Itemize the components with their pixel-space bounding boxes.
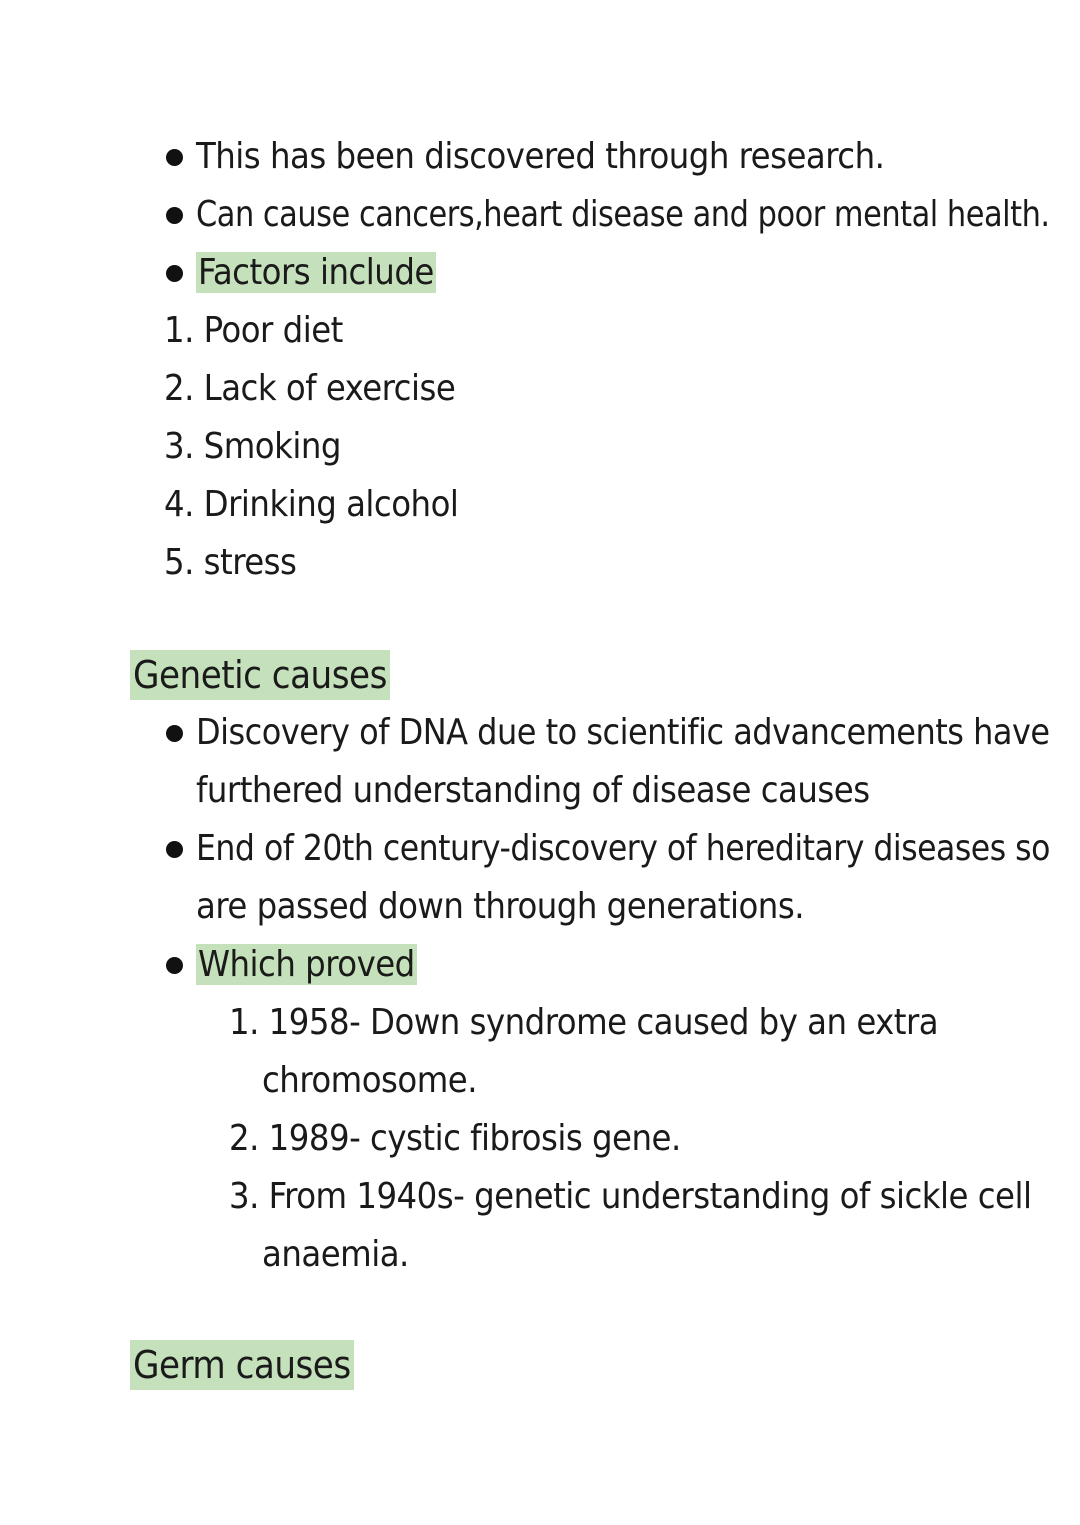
lifestyle-bullet-3 xyxy=(196,244,436,302)
factors-include-highlight: Factors include xyxy=(198,252,434,293)
factor-item: 5. stress xyxy=(164,542,297,583)
factor-item: 2. Lack of exercise xyxy=(164,368,456,409)
bullet-dot xyxy=(166,265,183,282)
proof-item-2-line-1: 2. 1989- cystic fibrosis gene. xyxy=(229,1118,681,1159)
genetic-bullet-1-line-1: Discovery of DNA due to scientific advancements have xyxy=(196,712,1050,753)
genetic-bullet-1-line-2: furthered understanding of disease causes xyxy=(196,770,870,811)
germ-causes-heading: Germ causes xyxy=(130,1340,354,1390)
proof-item-1-line-2: chromosome. xyxy=(262,1060,477,1101)
bullet-dot xyxy=(166,149,183,166)
proof-item-1-line-1: 1. 1958- Down syndrome caused by an extra xyxy=(229,1002,939,1043)
proof-item-3-line-2: anaemia. xyxy=(262,1234,409,1275)
genetic-bullet-2-line-1: End of 20th century-discovery of hereditary diseases so xyxy=(196,828,1050,869)
bullet-dot xyxy=(166,207,183,224)
bullet-dot xyxy=(166,957,183,974)
factor-item: 3. Smoking xyxy=(164,426,341,467)
bullet-dot xyxy=(166,725,183,742)
factor-item: 1. Poor diet xyxy=(164,310,343,351)
genetic-bullet-3 xyxy=(196,936,417,994)
factor-item: 4. Drinking alcohol xyxy=(164,484,459,525)
proof-item-3-line-1: 3. From 1940s- genetic understanding of sickle cell xyxy=(229,1176,1032,1217)
genetic-bullet-2-line-2: are passed down through generations. xyxy=(196,886,804,927)
bullet-dot xyxy=(166,841,183,858)
genetic-causes-heading: Genetic causes xyxy=(130,650,390,700)
lifestyle-bullet-2: Can cause cancers,heart disease and poor mental health. xyxy=(196,194,1050,235)
lifestyle-bullet-1: This has been discovered through research. xyxy=(196,136,885,177)
which-proved-highlight: Which proved xyxy=(198,944,415,985)
